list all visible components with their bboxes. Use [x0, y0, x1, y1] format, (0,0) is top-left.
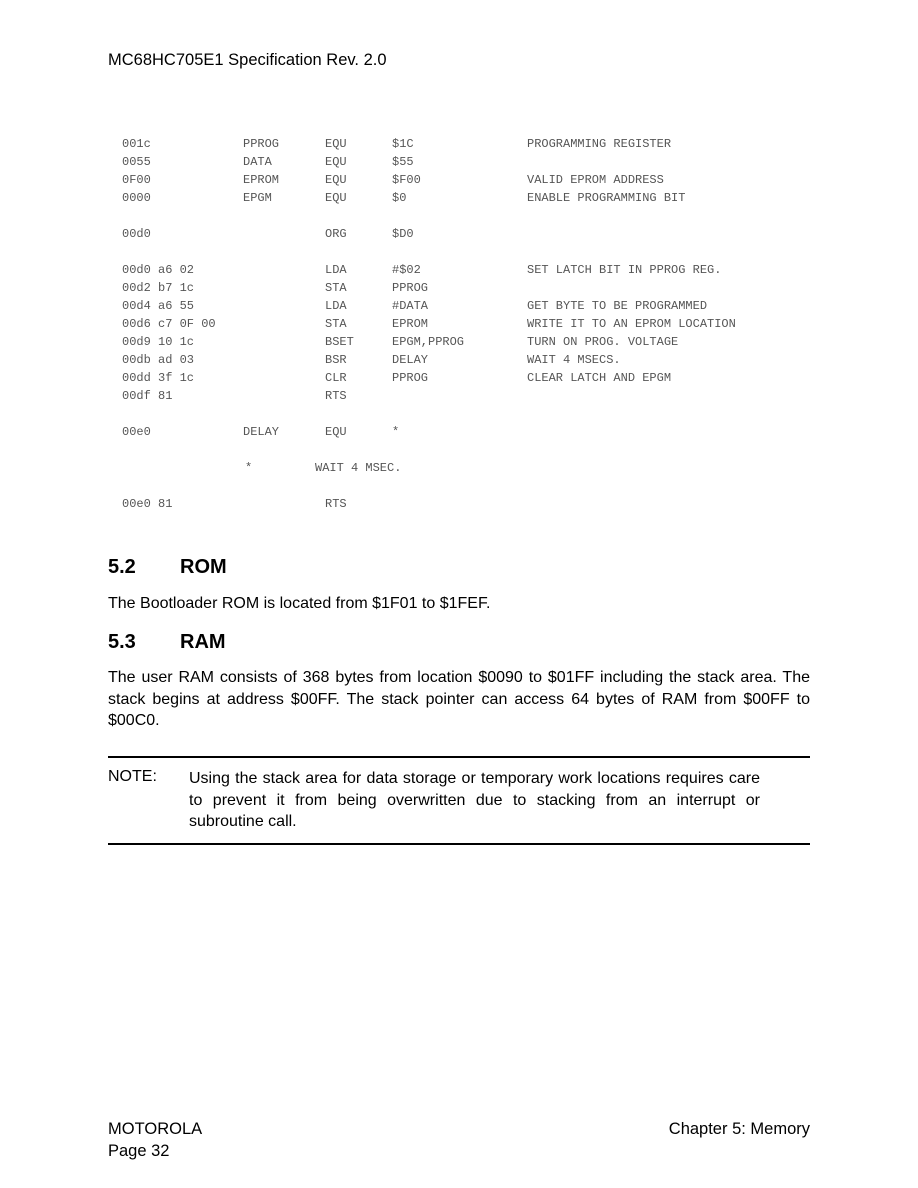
footer-left — [108, 1119, 202, 1162]
note-top-rule — [108, 756, 810, 758]
code-label: PPROG — [243, 137, 280, 151]
code-label: DELAY — [243, 425, 280, 439]
footer-company: MOTOROLA — [108, 1120, 203, 1138]
code-opcode: EQU — [325, 137, 347, 151]
code-operand: $F00 — [392, 173, 421, 187]
code-comment: GET BYTE TO BE PROGRAMMED — [527, 299, 708, 313]
section-title: ROM — [180, 556, 227, 578]
code-operand: DELAY — [392, 353, 429, 367]
code-comment: VALID EPROM ADDRESS — [527, 173, 664, 187]
note-label: NOTE: — [108, 768, 157, 785]
code-opcode: STA — [325, 281, 347, 295]
code-comment: WRITE IT TO AN EPROM LOCATION — [527, 317, 736, 331]
code-operand: * — [392, 425, 400, 439]
code-opcode: RTS — [325, 497, 347, 511]
section-heading-rom — [108, 556, 227, 579]
code-address: 00d2 b7 1c — [122, 281, 195, 295]
code-operand: $1C — [392, 137, 414, 151]
code-opcode: CLR — [325, 371, 347, 385]
code-opcode: EQU — [325, 155, 347, 169]
code-address: 00d0 a6 02 — [122, 263, 195, 277]
code-comment: ENABLE PROGRAMMING BIT — [527, 191, 686, 205]
code-operand: $55 — [392, 155, 414, 169]
code-operand: #DATA — [392, 299, 429, 313]
code-operand: PPROG — [392, 281, 429, 295]
code-address: 001c — [122, 137, 151, 151]
code-address: 00e0 — [122, 425, 151, 439]
code-address: 00d0 — [122, 227, 151, 241]
code-opcode: STA — [325, 317, 347, 331]
note-text: Using the stack area for data storage or temporary work locations requires care to prevent it from being overwritten due to stacking from an interrupt or subroutine call. — [189, 770, 760, 830]
code-operand: PPROG — [392, 371, 429, 385]
code-opcode: EQU — [325, 191, 347, 205]
code-address: 00d9 10 1c — [122, 335, 195, 349]
code-operand: $D0 — [392, 227, 414, 241]
code-address: 00df 81 — [122, 389, 173, 403]
code-address: 00d6 c7 0F 00 — [122, 317, 216, 331]
code-address: 00d4 a6 55 — [122, 299, 195, 313]
footer-chapter: Chapter 5: Memory — [668, 1120, 810, 1138]
code-comment-star: * — [245, 461, 253, 475]
code-comment: WAIT 4 MSECS. — [527, 353, 621, 367]
section-number: 5.2 — [108, 556, 136, 578]
code-operand: #$02 — [392, 263, 421, 277]
code-operand: EPROM — [392, 317, 429, 331]
code-opcode: LDA — [325, 263, 347, 277]
code-operand: EPGM,PPROG — [392, 335, 465, 349]
section-title: RAM — [180, 631, 226, 653]
code-comment: WAIT 4 MSEC. — [315, 461, 402, 475]
section-number: 5.3 — [108, 631, 136, 653]
code-comment: TURN ON PROG. VOLTAGE — [527, 335, 679, 349]
section-heading-ram — [108, 631, 226, 654]
code-opcode: ORG — [325, 227, 347, 241]
code-listing — [0, 0, 918, 520]
code-address: 0000 — [122, 191, 151, 205]
code-label: DATA — [243, 155, 272, 169]
code-label: EPGM — [243, 191, 272, 205]
code-opcode: LDA — [325, 299, 347, 313]
code-label: EPROM — [243, 173, 280, 187]
code-operand: $0 — [392, 191, 407, 205]
section-body-rom: The Bootloader ROM is located from $1F01 to $1FEF. — [108, 595, 491, 612]
section-body-ram: The user RAM consists of 368 bytes from location $0090 to $01FF including the stack area. The stack begins at address $00FF. The stack pointer can access 64 bytes of RAM from $00FF to $00C0. — [108, 669, 810, 729]
code-opcode: RTS — [325, 389, 347, 403]
code-comment: SET LATCH BIT IN PPROG REG. — [527, 263, 722, 277]
code-opcode: EQU — [325, 425, 347, 439]
code-address: 0F00 — [122, 173, 151, 187]
code-address: 00dd 3f 1c — [122, 371, 195, 385]
code-comment: CLEAR LATCH AND EPGM — [527, 371, 672, 385]
note-bottom-rule — [108, 843, 810, 845]
code-address: 00e0 81 — [122, 497, 173, 511]
code-opcode: BSET — [325, 335, 354, 349]
code-address: 0055 — [122, 155, 151, 169]
page-header-title: MC68HC705E1 Specification Rev. 2.0 — [108, 51, 387, 69]
code-comment: PROGRAMMING REGISTER — [527, 137, 672, 151]
code-opcode: BSR — [325, 353, 347, 367]
code-opcode: EQU — [325, 173, 347, 187]
code-address: 00db ad 03 — [122, 353, 195, 367]
footer-page-number: Page 32 — [108, 1141, 170, 1160]
